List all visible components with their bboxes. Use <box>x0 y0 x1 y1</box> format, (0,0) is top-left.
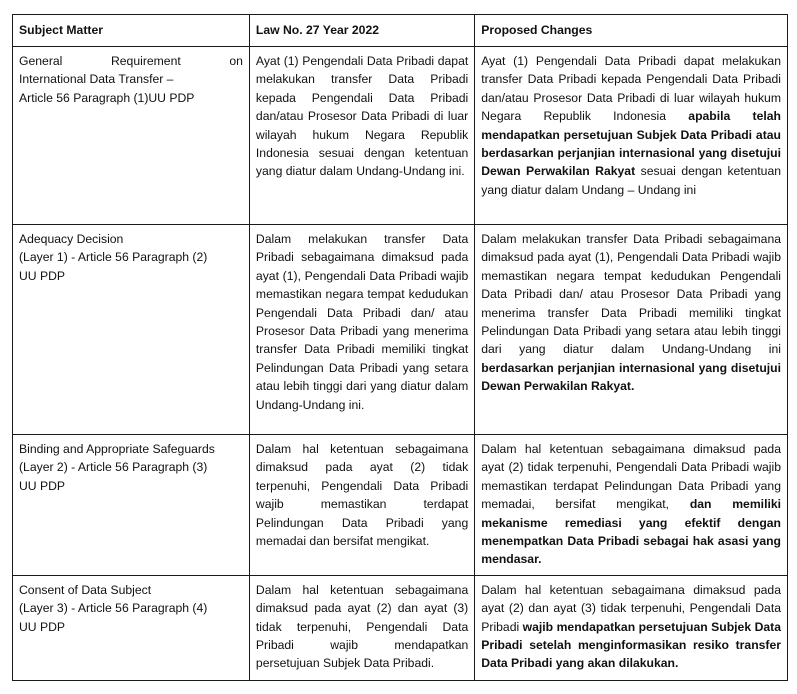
subject-line: Article 56 Paragraph (1)UU PDP <box>19 90 195 105</box>
table-row <box>13 435 788 576</box>
proposed-change-highlight: dan memiliki mekanisme remediasi yang efektif dengan menempatkan Data Pribadi sebagai hak asasi yang mendasar. <box>481 497 781 567</box>
header-proposed-changes: Proposed Changes <box>475 15 788 47</box>
proposed-text: Dalam melakukan transfer Data Pribadi sebagaimana dimaksud pada ayat (1), Pengendali Data Pribadi wajib memastikan negara tempat kedudukan Pengendali Data Pribadi dan/ atau Prosesor Data Pribadi yang menerima transfer Data Pribadi memiliki tingkat Pelindungan Data Pribadi yang setara atau lebih tinggi dari yang diatur dalam Undang-Undang ini <box>481 232 781 357</box>
proposed-text: Ayat (1) Pengendali Data Pribadi dapat melakukan transfer Data Pribadi kepada Pengendali Data Pribadi dan/atau Prosesor Data Pribadi di luar wilayah hukum Negara Republik Indonesia <box>481 54 781 124</box>
proposed-change-highlight: wajib mendapatkan persetujuan Subjek Data Pribadi setelah menginformasikan resiko transfer Data Pribadi yang akan dilakukan. <box>481 619 781 671</box>
subject-line: UU PDP <box>19 268 66 283</box>
header-row <box>13 15 788 47</box>
table-row <box>13 225 788 435</box>
header-law: Law No. 27 Year 2022 <box>249 15 474 47</box>
proposed-cell <box>475 225 788 435</box>
subject-cell <box>13 575 250 680</box>
proposed-text: sesuai dengan ketentuan yang diatur dalam Undang – Undang ini <box>481 164 781 197</box>
proposed-change-highlight: berdasarkan perjanjian internasional yang disetujui Dewan Perwakilan Rakyat. <box>481 360 781 394</box>
subject-cell <box>13 47 250 225</box>
subject-line: General Requirement on <box>19 54 243 68</box>
subject-line: International Data Transfer – <box>19 72 174 87</box>
subject-cell <box>13 435 250 576</box>
law-cell: Dalam melakukan transfer Data Pribadi sebagaimana dimaksud pada ayat (1), Pengendali Data Pribadi wajib memastikan negara tempat kedudukan Pengendali Data Pribadi dan/ atau Prosesor Data Pribadi yang menerima transfer Data Pribadi memiliki tingkat Pelindungan Data Pribadi yang setara atau lebih tinggi dari yang diatur dalam Undang-Undang ini. <box>249 225 474 435</box>
table-row <box>13 575 788 680</box>
law-cell: Dalam hal ketentuan sebagaimana dimaksud pada ayat (2) tidak terpenuhi, Pengendali Data Pribadi wajib memastikan terdapat Pelindungan Data Pribadi yang memadai dan bersifat mengikat. <box>249 435 474 576</box>
subject-line: UU PDP <box>19 478 66 493</box>
subject-line: (Layer 2) - Article 56 Paragraph (3) <box>19 460 208 475</box>
proposed-cell <box>475 435 788 576</box>
proposed-change-highlight: apabila telah mendapatkan persetujuan Subjek Data Pribadi atau berdasarkan perjanjian internasional yang disetujui Dewan Perwakilan Rakyat <box>481 109 781 179</box>
header-subject-matter: Subject Matter <box>13 15 250 47</box>
law-cell: Dalam hal ketentuan sebagaimana dimaksud pada ayat (2) dan ayat (3) tidak terpenuhi, Pengendali Data Pribadi wajib mendapatkan persetujuan Subjek Data Pribadi. <box>249 575 474 680</box>
subject-cell <box>13 225 250 435</box>
subject-line: Adequacy Decision <box>19 232 124 246</box>
proposed-text: Dalam hal ketentuan sebagaimana dimaksud pada ayat (2) tidak terpenuhi, Pengendali Data Pribadi wajib memastikan terdapat Pelindungan Data Pribadi yang memadai, bersifat mengikat, <box>481 442 781 512</box>
proposed-text: Dalam hal ketentuan sebagaimana dimaksud pada ayat (2) dan ayat (3) tidak terpenuhi, Pengendali Data Pribadi <box>481 582 781 634</box>
subject-line: UU PDP <box>19 619 66 634</box>
subject-line: (Layer 1) - Article 56 Paragraph (2) <box>19 250 208 265</box>
comparison-table <box>12 14 788 681</box>
subject-line: Consent of Data Subject <box>19 582 152 597</box>
proposed-cell <box>475 47 788 225</box>
proposed-cell <box>475 575 788 680</box>
subject-line: Binding and Appropriate Safeguards <box>19 442 215 456</box>
table-row <box>13 47 788 225</box>
subject-line: (Layer 3) - Article 56 Paragraph (4) <box>19 601 208 616</box>
law-cell: Ayat (1) Pengendali Data Pribadi dapat melakukan transfer Data Pribadi kepada Pengendali Data Pribadi dan/atau Prosesor Data Pribadi di luar wilayah hukum Negara Republik Indonesia sesuai dengan ketentuan yang diatur dalam Undang-Undang ini. <box>249 47 474 225</box>
